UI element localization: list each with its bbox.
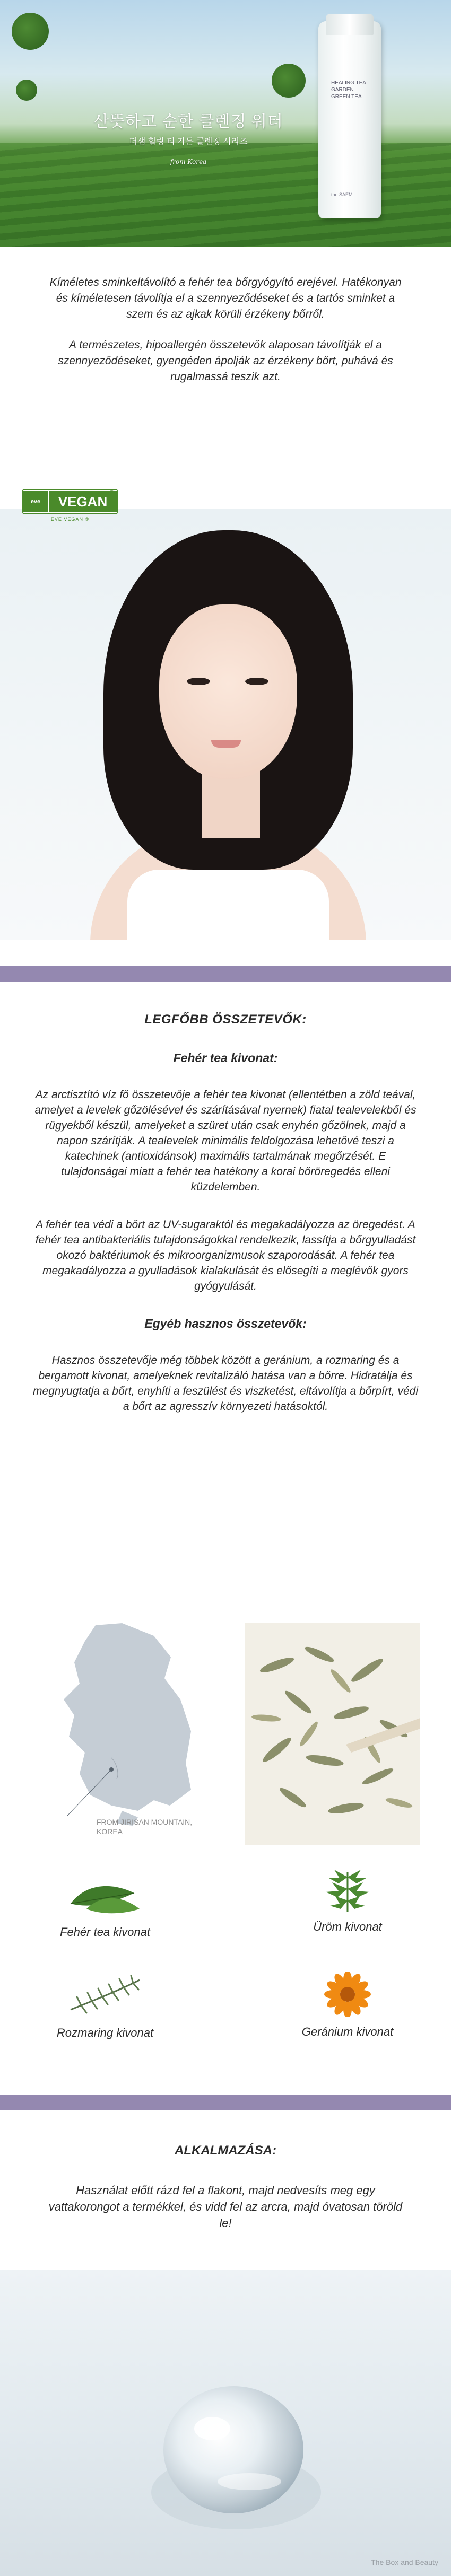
intro-paragraph: A természetes, hipoallergén összetevők alaposan távolítják el a szennyeződéseket, gyengéden ápolják az érzékeny bőrt, puhává és rugalmassá teszik azt. <box>58 339 393 383</box>
water-droplet-icon <box>0 2270 451 2576</box>
herb-rosemary <box>47 1973 163 2040</box>
registered-mark: ® <box>110 489 115 495</box>
ingredients-title: LEGFŐBB ÖSSZETEVŐK: <box>144 1012 307 1027</box>
herb-white-tea <box>47 1872 163 1939</box>
korea-map-icon <box>32 1620 212 1848</box>
rosemary-icon <box>65 1973 145 2018</box>
model-eye <box>187 678 210 685</box>
wormwood-icon <box>308 1867 387 1912</box>
map-caption: FROM JIRISAN MOUNTAIN, KOREA <box>97 1818 193 1836</box>
herb-geranium <box>289 1972 406 2039</box>
vegan-caption: EVE VEGAN ® <box>50 516 90 522</box>
dried-tea-photo <box>245 1623 420 1845</box>
bottle-label: HEALING TEA GARDEN GREEN TEA <box>331 80 366 100</box>
watermark: The Box and Beauty <box>371 2558 438 2566</box>
herb-name: Fehér tea kivonat <box>60 1925 150 1939</box>
white-tea-leaves-icon <box>65 1872 145 1917</box>
dried-tea-icon <box>245 1623 420 1845</box>
herb-wormwood <box>289 1867 406 1934</box>
ingredients-section <box>32 1012 419 1436</box>
usage-text: Használat előtt rázd fel a flakont, majd nedvesíts meg egy vattakorongot a termékkel, és vidd fel az arcra, majd óvatosan töröld le! <box>48 2184 403 2230</box>
usage-section <box>45 2142 406 2231</box>
divider-bar <box>0 2095 451 2110</box>
white-tea-subtitle: Fehér tea kivonat: <box>173 1051 278 1065</box>
intro-paragraph: Kíméletes sminkeltávolító a fehér tea bőrgyógyító erejével. Hatékonyan és kíméletesen távolítja el a szennyeződéseket és a tartós sminket a szem és az ajkak körüli érzékeny bőrről. <box>49 276 402 320</box>
model-eye <box>245 678 268 685</box>
model-top <box>127 870 329 940</box>
product-bottle <box>318 21 381 218</box>
intro-text <box>45 275 406 400</box>
vegan-leaf-icon: eve <box>23 491 48 512</box>
vegan-word: VEGAN <box>49 491 117 512</box>
korea-map <box>32 1620 212 1848</box>
hero-script: from Korea <box>170 158 207 165</box>
tree-icon <box>16 80 37 101</box>
calendula-flower-icon <box>308 1972 387 2017</box>
divider-bar <box>0 966 451 982</box>
hero-subhead: 더샘 힐링 티 가든 클렌징 시리즈 <box>129 137 248 146</box>
droplet-photo <box>0 2270 451 2576</box>
tree-icon <box>272 64 306 98</box>
vegan-badge <box>22 489 118 526</box>
herb-name: Geránium kivonat <box>301 2025 394 2038</box>
bottle-brand: the SAEM <box>331 192 353 197</box>
usage-title: ALKALMAZÁSA: <box>175 2143 276 2158</box>
herb-name: Rozmaring kivonat <box>56 2026 154 2039</box>
herb-name: Üröm kivonat <box>313 1920 382 1933</box>
other-ingredients-subtitle: Egyéb hasznos összetevők: <box>144 1317 307 1330</box>
model-portrait <box>0 509 451 940</box>
tree-icon <box>12 13 49 50</box>
ingredients-paragraph: Hasznos összetevője még többek között a geránium, a rozmaring és a bergamott kivonat, amelyeknek revitalizáló hatása van a bőrre. Hidratálja és megnyugtatja a bőrt, enyhíti a feszülést és viszketést, eltávolítja a bőrpírt, védi a bőrt az agresszív környezeti hatásoktól. <box>32 1354 419 1413</box>
model-face <box>159 604 297 779</box>
ingredients-paragraph: A fehér tea védi a bőrt az UV-sugaraktól és megakadályozza az öregedést. A fehér tea antibakteriális tulajdonságokkal rendelkezik, lassítja a bőrgyulladást okozó baktériumok és mikroorganizmusok szaporodását. A fehér tea megakadályozza a gyulladások kialakulását és elősegíti a meglévők gyors gyógyulását. <box>35 1219 416 1292</box>
ingredients-paragraph: Az arctisztító víz fő összetevője a fehér tea kivonat (ellentétben a zöld teával, amelyet a levelek gőzölésével és szárításával nyernek) fiatal tealevelekből és rügyekből készül, amelyeket a szüret után csak enyhén gőzölnek, majd a napon szárítják. A tealevelek minimális feldolgozása lehetővé teszi a katechinek (antioxidánsok) maximális tartalmának megőrzését. E tulajdonságai miatt a fehér tea hatékony a korai bőröregedés elleni küzdelemben. <box>34 1089 417 1193</box>
hero-headline: 산뜻하고 순한 클렌징 워터 <box>93 113 283 130</box>
model-mouth <box>211 740 241 748</box>
hero-banner <box>0 0 451 247</box>
